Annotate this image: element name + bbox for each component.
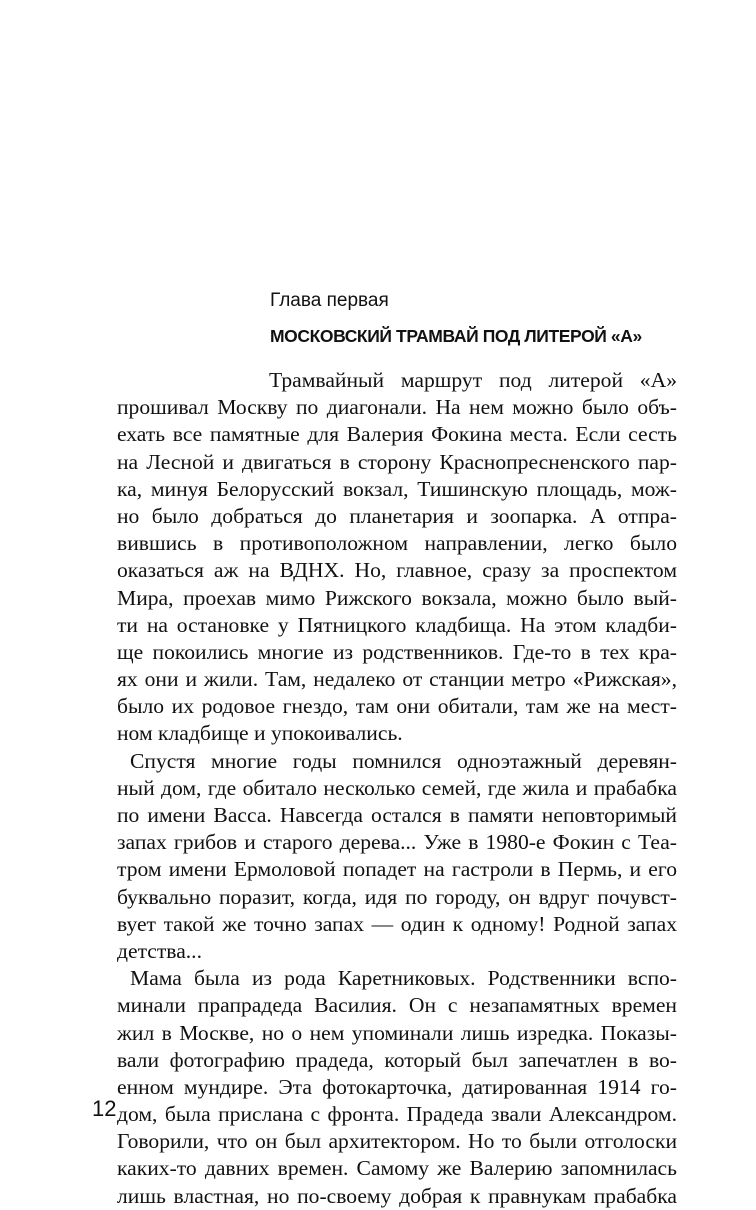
text-line: прошивал Москву по диагонали. На нем можно было объ- <box>117 395 677 420</box>
text-line: Трамвайный маршрут под литерой «А» <box>269 368 677 392</box>
text-line: Говорили, что он был архитектором. Но то были отголоски <box>117 1129 677 1154</box>
text-line: дом, была прислана с фронта. Прадеда звали Александром. <box>117 1102 677 1127</box>
page-number: 12 <box>92 1096 117 1121</box>
text-line: каких-то давних времен. Самому же Валерию запомнилась <box>117 1156 677 1181</box>
text-line: но было добраться до планетария и зоопарка. А отпра- <box>117 503 677 528</box>
text-line: вившись в противоположном направлении, легко было <box>117 531 677 556</box>
text-line: Мама была из рода Каретниковых. Родственники вспо- <box>130 966 677 991</box>
text-line: минали прапрадеда Василия. Он с незапамятных времен <box>117 993 677 1018</box>
body-text <box>117 367 677 1210</box>
text-line: ка, минуя Белорусский вокзал, Тишинскую площадь, мож- <box>117 476 677 501</box>
text-line: по имени Васса. Навсегда остался в памяти неповторимый <box>117 803 677 827</box>
text-line: ях они и жили. Там, недалеко от станции метро «Рижская», <box>117 667 677 692</box>
text-line: детства... <box>117 938 202 963</box>
text-line: Спустя многие годы помнился одноэтажный деревян- <box>130 748 677 773</box>
text-line: енном мундире. Эта фотокарточка, датированная 1914 го- <box>117 1074 677 1099</box>
text-line: ще покоились многие из родственников. Где-то в тех кра- <box>117 639 677 664</box>
text-line: ном кладбище и упокоивались. <box>117 721 403 746</box>
text-line: лишь властная, но по-своему добрая к правнукам прабабка <box>117 1183 677 1208</box>
text-line: Мира, проехав мимо Рижского вокзала, можно было вый- <box>117 585 677 610</box>
text-line: вует такой же точно запах — один к одному! Родной запах <box>117 911 677 936</box>
text-line: буквально поразит, когда, идя по городу, он вдруг почувст- <box>117 884 677 909</box>
text-line: запах грибов и старого дерева... Уже в 1980-е Фокин с Теа- <box>117 830 677 855</box>
text-line: ный дом, где обитало несколько семей, где жила и прабабка <box>117 775 677 800</box>
text-line: вали фотографию прадеда, который был запечатлен в во- <box>117 1047 677 1072</box>
chapter-title: МОСКОВСКИЙ ТРАМВАЙ ПОД ЛИТЕРОЙ «А» <box>270 326 642 346</box>
text-line: жил в Москве, но о нем упоминали лишь изредка. Показы- <box>117 1020 677 1045</box>
text-line: на Лесной и двигаться в сторону Краснопресненского пар- <box>117 449 677 474</box>
text-line: ехать все памятные для Валерия Фокина места. Если сесть <box>117 422 677 447</box>
chapter-label: Глава первая <box>270 290 389 311</box>
text-line: было их родовое гнездо, там они обитали, там же на мест- <box>117 694 677 719</box>
text-line: оказаться аж на ВДНХ. Но, главное, сразу за проспектом <box>117 558 677 583</box>
text-line: тром имени Ермоловой попадет на гастроли в Пермь, и его <box>117 857 677 882</box>
text-line: ти на остановке у Пятницкого кладбища. На этом кладби- <box>117 612 677 637</box>
